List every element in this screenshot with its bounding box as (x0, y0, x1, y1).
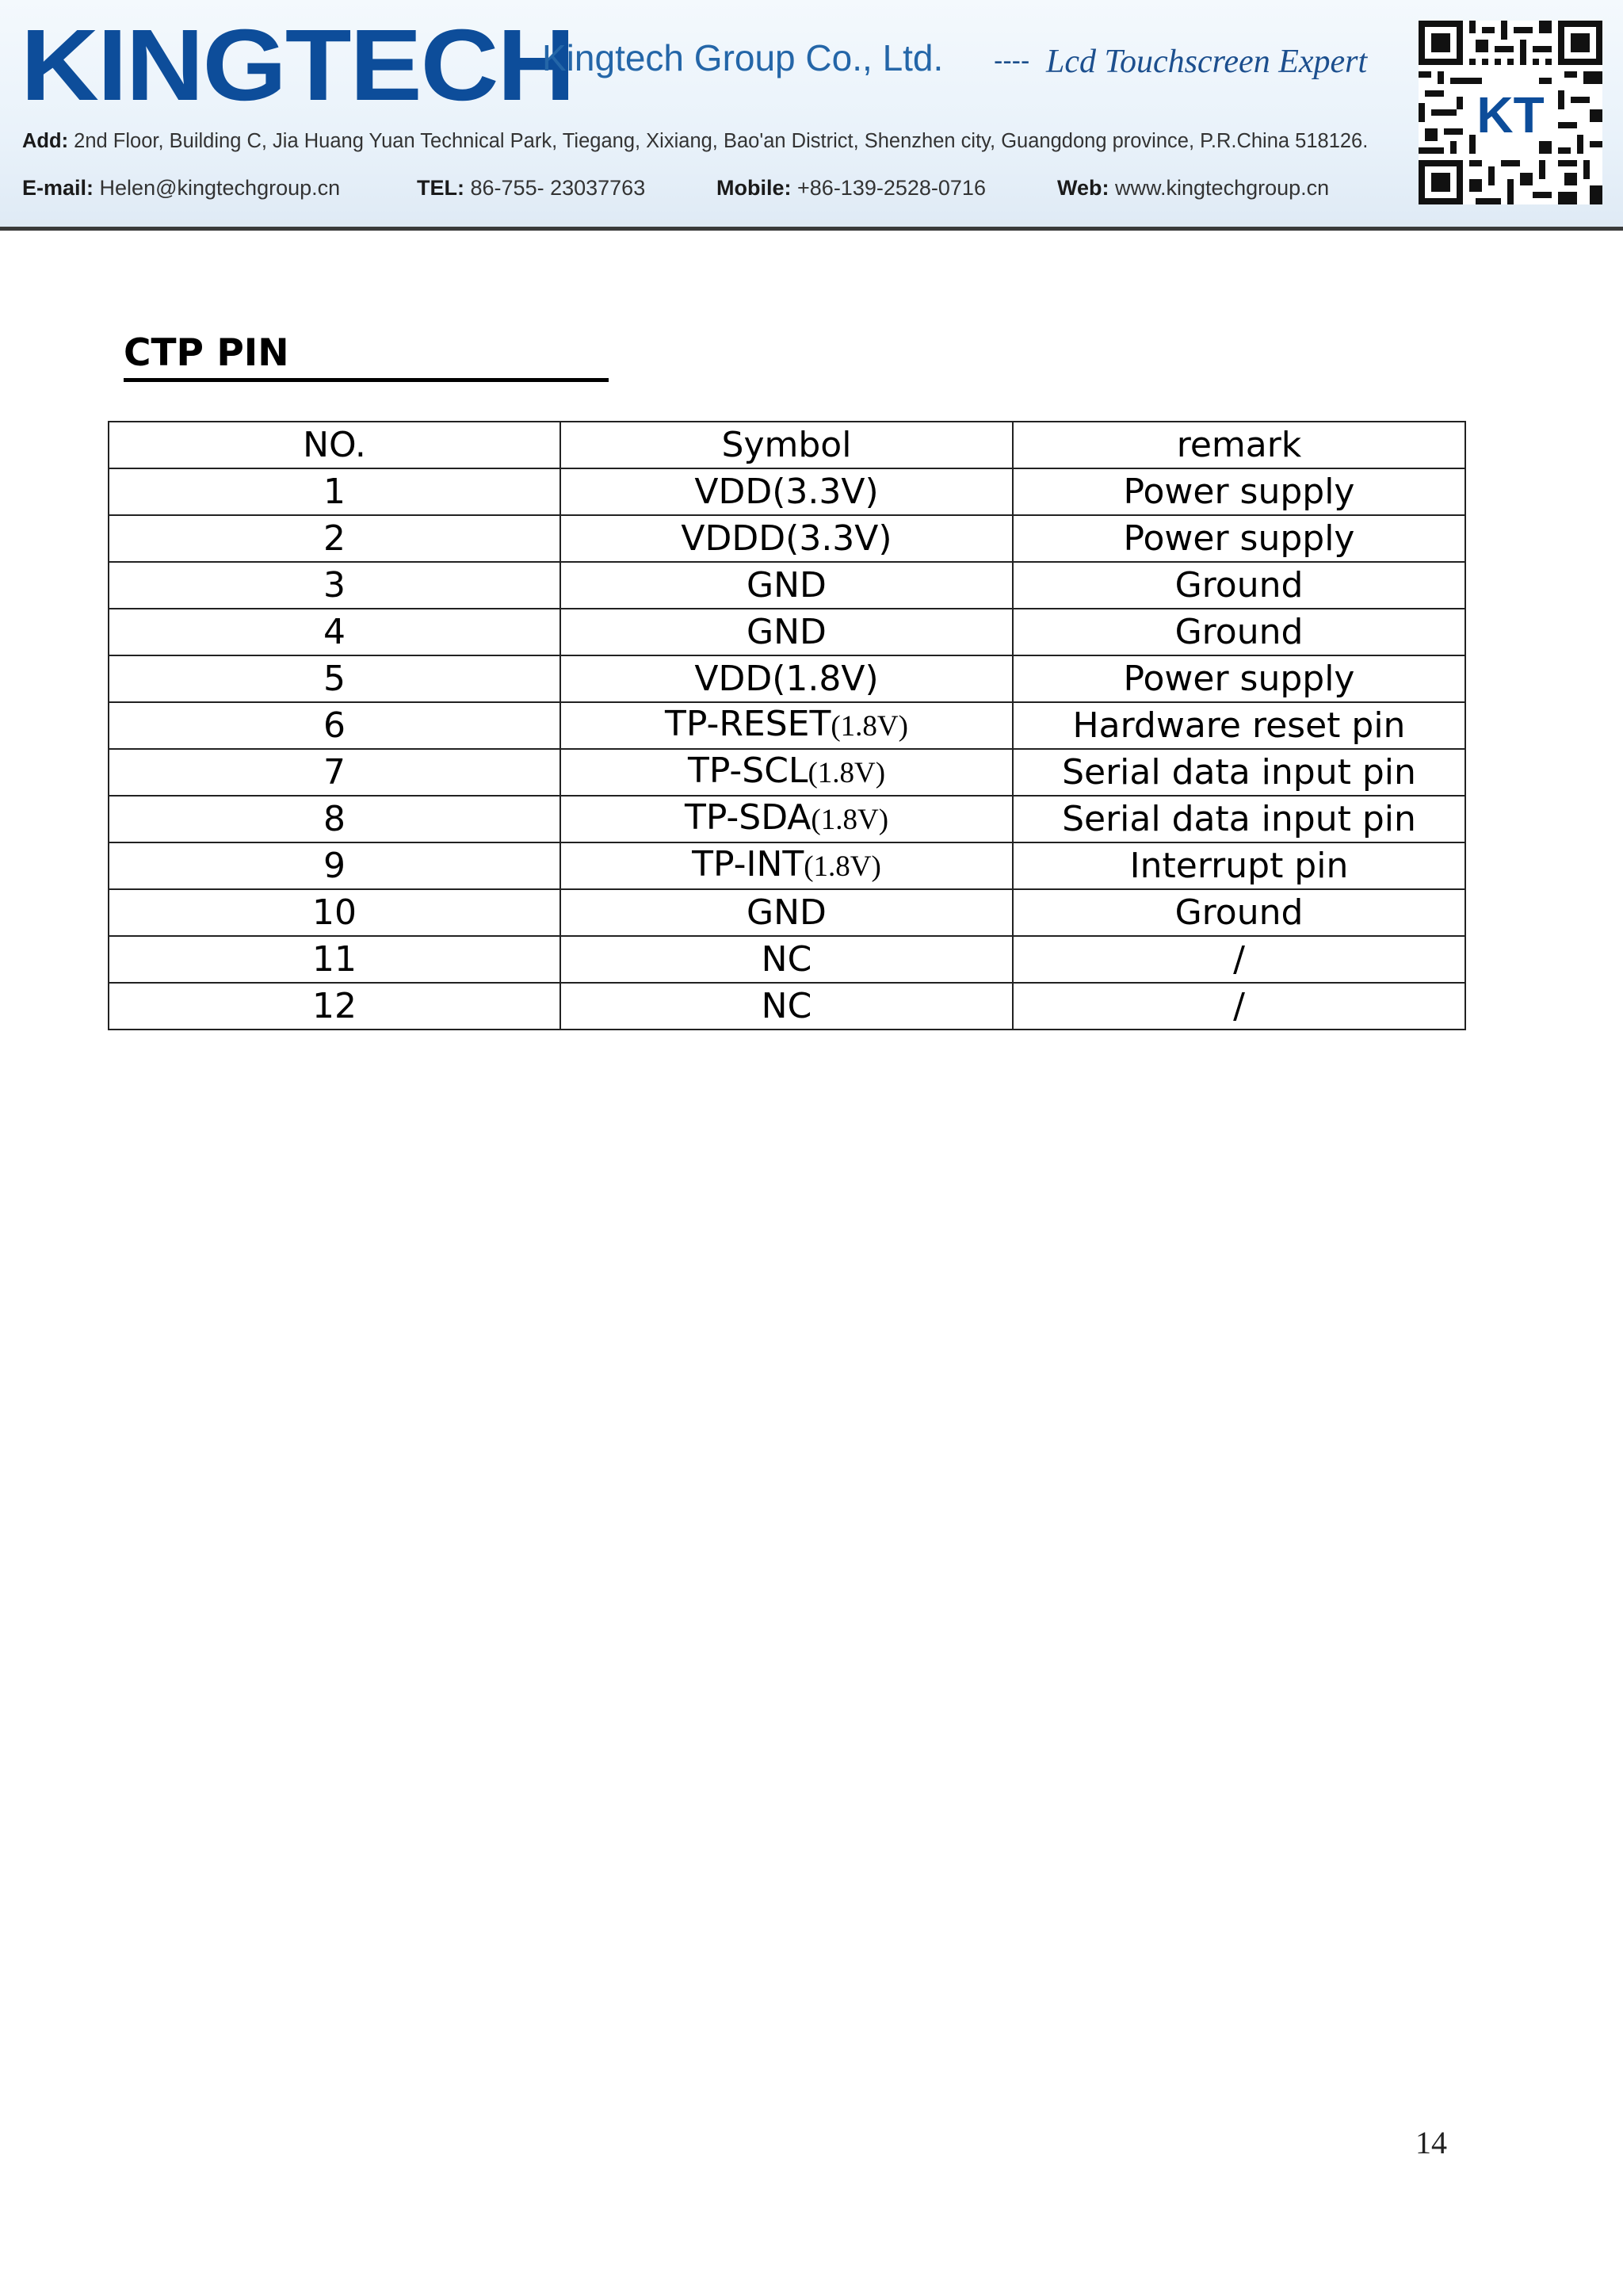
address-line (22, 130, 1368, 153)
table-row (109, 609, 1465, 655)
pin-symbol (560, 468, 1013, 515)
pin-symbol-text: TP-RESET (665, 704, 831, 744)
pin-symbol-text: GND (747, 892, 827, 933)
pin-number: 12 (109, 983, 560, 1030)
table-row (109, 983, 1465, 1030)
tel-label: TEL: (417, 176, 464, 200)
pin-remark: / (1013, 936, 1465, 983)
table-row (109, 515, 1465, 562)
ctp-pin-table (108, 421, 1466, 1030)
header-remark: remark (1013, 422, 1465, 468)
pin-symbol-text: NC (761, 985, 812, 1026)
pin-symbol-text: GND (747, 564, 827, 606)
tel-contact (417, 176, 645, 201)
tel-value: 86-755- 23037763 (470, 176, 646, 200)
pin-remark: Serial data input pin (1013, 796, 1465, 842)
mobile-contact (716, 176, 986, 201)
section-title-underline (124, 378, 609, 382)
pin-symbol (560, 562, 1013, 609)
email-contact (22, 176, 340, 201)
pin-number: 1 (109, 468, 560, 515)
pin-symbol (560, 749, 1013, 796)
table-row (109, 655, 1465, 702)
pin-symbol (560, 609, 1013, 655)
web-value: www.kingtechgroup.cn (1115, 176, 1330, 200)
pin-symbol (560, 936, 1013, 983)
pin-voltage: (1.8V) (831, 710, 908, 743)
pin-number: 8 (109, 796, 560, 842)
page-number: 14 (1415, 2125, 1447, 2160)
pin-symbol-text: TP-SDA (684, 797, 812, 838)
pin-number: 5 (109, 655, 560, 702)
header-symbol: Symbol (560, 422, 1013, 468)
pin-voltage: (1.8V) (808, 757, 886, 789)
table-row (109, 796, 1465, 842)
pin-number: 11 (109, 936, 560, 983)
address-label: Add: (22, 130, 69, 152)
pin-symbol (560, 842, 1013, 889)
pin-remark: Ground (1013, 562, 1465, 609)
pin-number: 7 (109, 749, 560, 796)
pin-symbol (560, 889, 1013, 936)
pin-symbol (560, 796, 1013, 842)
web-label: Web: (1057, 176, 1109, 200)
pin-number: 10 (109, 889, 560, 936)
pin-remark: Power supply (1013, 468, 1465, 515)
table-row (109, 749, 1465, 796)
pin-remark: Interrupt pin (1013, 842, 1465, 889)
table-row (109, 936, 1465, 983)
table-row (109, 468, 1465, 515)
pin-symbol-text: VDDD(3.3V) (681, 518, 892, 559)
company-name: Kingtech Group Co., Ltd. (542, 37, 944, 78)
pin-symbol-text: TP-INT (692, 844, 804, 884)
email-label: E-mail: (22, 176, 94, 200)
pin-number: 6 (109, 702, 560, 749)
pin-symbol-text: GND (747, 611, 827, 652)
qr-code-icon (1419, 21, 1602, 204)
pin-remark: Ground (1013, 609, 1465, 655)
section-title: CTP PIN (124, 331, 289, 375)
pin-symbol-text: TP-SCL (687, 751, 808, 791)
pin-number: 9 (109, 842, 560, 889)
pin-remark: Hardware reset pin (1013, 702, 1465, 749)
pin-symbol (560, 655, 1013, 702)
pin-remark: Power supply (1013, 655, 1465, 702)
letterhead-banner (0, 0, 1623, 231)
table-row (109, 702, 1465, 749)
mobile-value: +86-139-2528-0716 (797, 176, 986, 200)
kingtech-logo: KINGTECH (21, 9, 575, 122)
mobile-label: Mobile: (716, 176, 792, 200)
table-row (109, 889, 1465, 936)
pin-symbol-text: NC (761, 938, 812, 980)
qr-logo-text: KT (1476, 86, 1545, 143)
table-row (109, 842, 1465, 889)
pin-number: 2 (109, 515, 560, 562)
pin-number: 4 (109, 609, 560, 655)
company-slogan: Lcd Touchscreen Expert (1046, 44, 1368, 80)
pin-symbol-text: VDD(1.8V) (694, 658, 879, 699)
table-header-row (109, 422, 1465, 468)
address-value: 2nd Floor, Building C, Jia Huang Yuan Technical Park, Tiegang, Xixiang, Bao'an District, Shenzhen city, Guangdong province, P.R.China 518126. (74, 130, 1369, 152)
email-value: Helen@kingtechgroup.cn (99, 176, 341, 200)
pin-voltage: (1.8V) (804, 850, 881, 883)
pin-symbol (560, 983, 1013, 1030)
table-row (109, 562, 1465, 609)
pin-symbol (560, 515, 1013, 562)
web-contact (1057, 176, 1329, 201)
pin-remark: / (1013, 983, 1465, 1030)
pin-symbol (560, 702, 1013, 749)
pin-symbol-text: VDD(3.3V) (694, 471, 879, 512)
pin-remark: Power supply (1013, 515, 1465, 562)
pin-remark: Serial data input pin (1013, 749, 1465, 796)
slogan-separator: ---- (994, 46, 1030, 76)
header-no: NO. (109, 422, 560, 468)
pin-number: 3 (109, 562, 560, 609)
pin-remark: Ground (1013, 889, 1465, 936)
pin-voltage: (1.8V) (811, 804, 889, 836)
